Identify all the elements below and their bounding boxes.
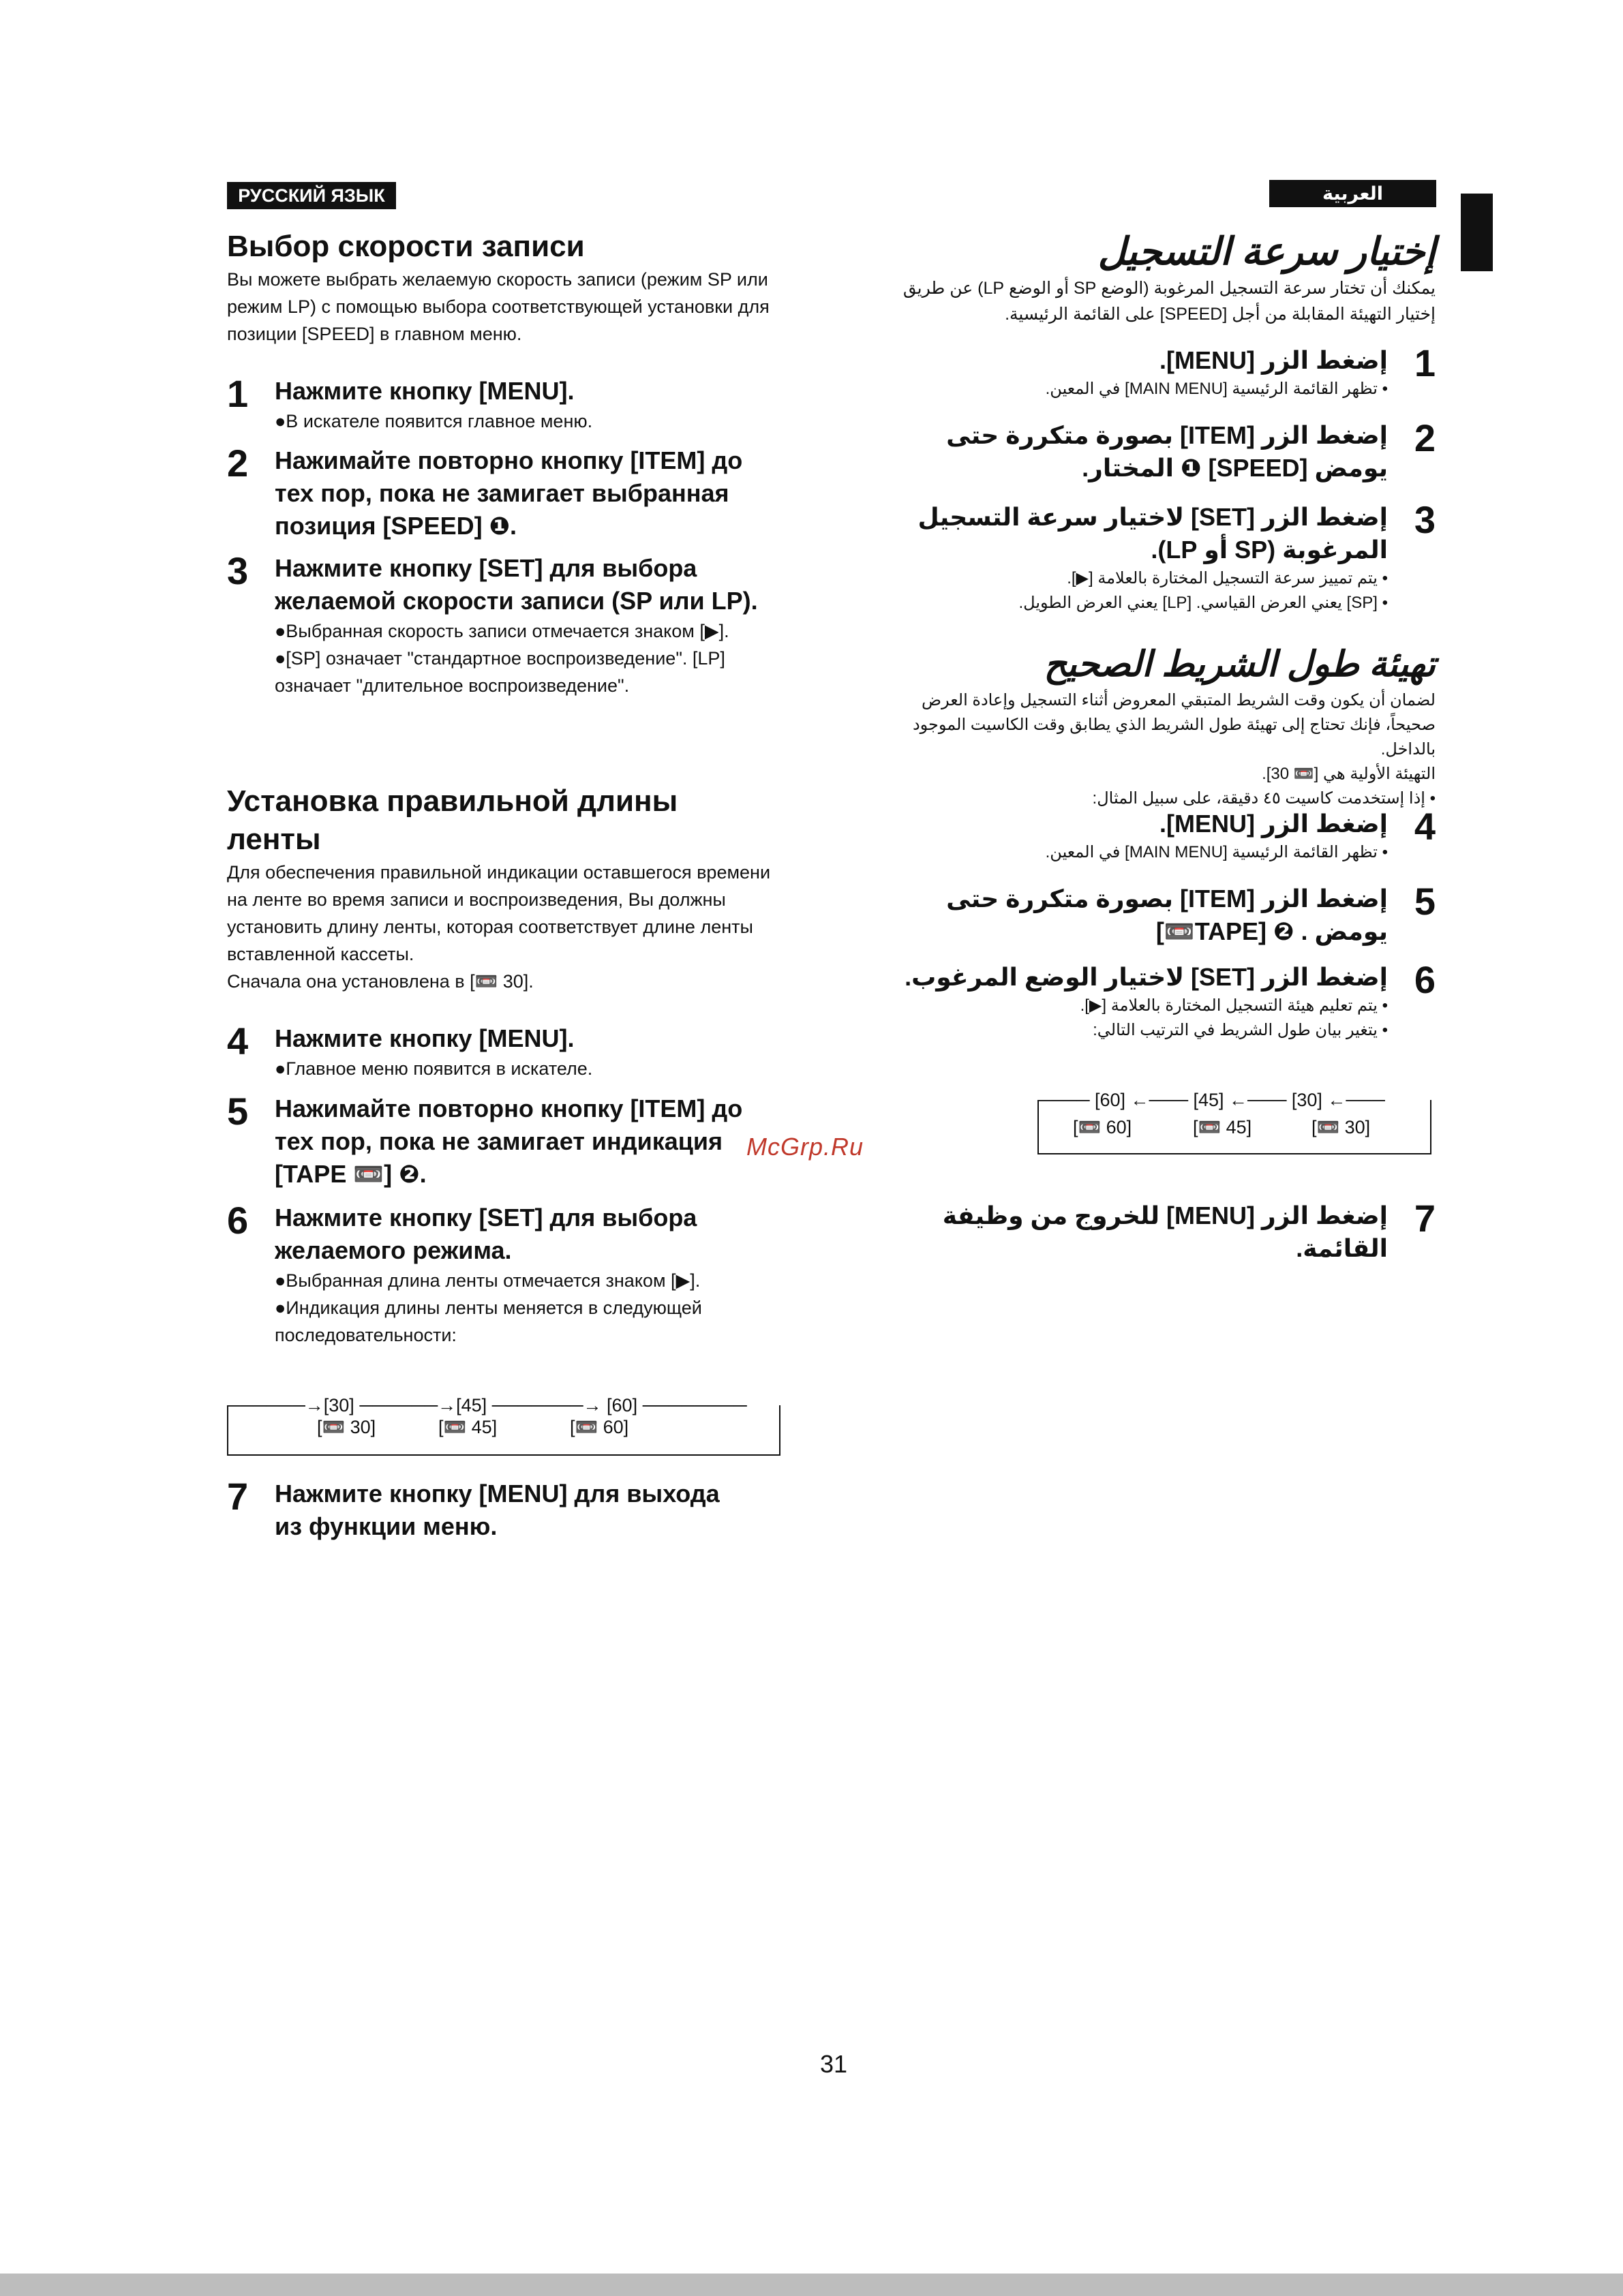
- step-title: Нажмите кнопку [MENU] для выхода из функции меню.: [275, 1480, 720, 1540]
- ru-step-3: [227, 549, 793, 699]
- ar-step-4: [879, 805, 1436, 865]
- ar-step-1: [879, 341, 1436, 401]
- step-number: 1: [227, 372, 249, 415]
- step-bullet: ●Выбранная скорость записи отмечается знаком [▶].: [275, 621, 729, 641]
- ru-step-2: [227, 444, 765, 542]
- ru-step-6: [227, 1201, 793, 1349]
- sequence-top-line: ──── [60] ←─── [45] ←─── [30] ←───: [1037, 1090, 1385, 1110]
- step-number: 3: [227, 549, 249, 592]
- ar-tape-length-section: [879, 641, 1436, 811]
- ru-tape-length-title: Установка правильной длины ленты: [227, 784, 678, 856]
- step-title: إضغط الزر [SET] لاختيار الوضع المرغوب.: [905, 963, 1388, 991]
- ar-speed-section: [879, 228, 1436, 327]
- step-title: إضغط الزر [ITEM] بصورة متكررة حتى يومض [SPEED] ❶ المختار.: [946, 421, 1388, 482]
- ar-tape-sequence-diagram: [1037, 1088, 1431, 1157]
- sequence-item: [📼 60]: [570, 1417, 629, 1437]
- step-bullet: ●Главное меню появится в искателе.: [275, 1058, 593, 1079]
- ar-step-7: [879, 1199, 1436, 1265]
- ar-tape-length-bullet: • إذا إستخدمت كاسيت ٤٥ دقيقة، على سبيل المثال:: [1092, 789, 1436, 808]
- step-number: 7: [1414, 1197, 1436, 1240]
- step-number: 5: [227, 1090, 249, 1133]
- ru-speed-title: Выбор скорости записи: [227, 230, 585, 263]
- step-number: 3: [1414, 498, 1436, 541]
- step-number: 7: [227, 1475, 249, 1518]
- step-number: 6: [1414, 958, 1436, 1001]
- ar-tape-length-intro: لضمان أن يكون وقت الشريط المتبقي المعروض أثناء التسجيل وإعادة العرض صحيحاً، فإنك تحتاج إلى تهيئة طول الشريط الذي يطابق وقت الكاسيت الموجود بالداخل.: [912, 691, 1436, 759]
- step-number: 4: [1414, 805, 1436, 848]
- ru-tape-sequence-diagram: [227, 1394, 780, 1456]
- step-title: Нажмите кнопку [MENU].: [275, 1024, 575, 1052]
- bottom-scan-strip: [0, 2274, 1623, 2296]
- sequence-top-line: ──────→[30] ──────→[45] ───────→ [60] ────────: [227, 1395, 747, 1415]
- step-number: 6: [227, 1199, 249, 1242]
- step-title: Нажимайте повторно кнопку [ITEM] до тех пор, пока не замигает выбранная позиция [SPEED] ❶.: [275, 446, 743, 540]
- step-number: 2: [227, 442, 249, 485]
- step-number: 1: [1414, 341, 1436, 384]
- ar-tape-length-note: التهيئة الأولية هي [📼 30].: [1262, 765, 1436, 783]
- sequence-item: [📼 30]: [317, 1417, 376, 1437]
- step-number: 5: [1414, 880, 1436, 923]
- russian-language-badge: РУССКИЙ ЯЗЫК: [227, 182, 396, 209]
- sequence-box: [227, 1405, 780, 1456]
- step-title: إضغط الزر [MENU].: [1159, 346, 1388, 374]
- step-title: إضغط الزر [MENU] للخروج من وظيفة القائمة.: [942, 1201, 1388, 1262]
- step-number: 2: [1414, 416, 1436, 459]
- sequence-item: [📼 30]: [1311, 1117, 1371, 1137]
- step-bullet: ●Выбранная длина ленты отмечается знаком [▶].: [275, 1270, 701, 1291]
- ru-speed-section: [227, 228, 820, 348]
- step-title: إضغط الزر [ITEM] بصورة متكررة حتى يومض . ❷ [TAPE📼]: [946, 885, 1388, 945]
- arabic-language-badge: العربية: [1269, 180, 1436, 207]
- ru-step-7: [227, 1475, 745, 1543]
- step-number: 4: [227, 1020, 249, 1062]
- ru-tape-length-intro: Для обеспечения правильной индикации оставшегося времени на ленте во время записи и воспроизведения, Вы должны установить длину ленты, которая соответствует длине ленты вставленной кассеты.: [227, 862, 771, 964]
- ar-step-3: [879, 498, 1436, 615]
- ar-step-6: [879, 958, 1436, 1043]
- step-bullet: • يتم تمييز سرعة التسجيل المختارة بالعلامة [▶].: [1067, 569, 1388, 587]
- step-title: إضغط الزر [MENU].: [1159, 810, 1388, 838]
- sequence-item: [📼 45]: [1193, 1117, 1252, 1137]
- step-title: إضغط الزر [SET] لاختيار سرعة التسجيل المرغوبة (SP أو LP).: [917, 503, 1388, 564]
- step-bullet: • تظهر القائمة الرئيسية [MAIN MENU] في المعين.: [1045, 843, 1388, 861]
- step-title: Нажмите кнопку [SET] для выбора желаемой скорости записи (SP или LP).: [275, 554, 758, 615]
- sequence-item: [📼 60]: [1073, 1117, 1132, 1137]
- ru-speed-intro: Вы можете выбрать желаемую скорость записи (режим SP или режим LP) с помощью выбора соответствующей установки для позиции [SPEED] в главном меню.: [227, 269, 770, 344]
- step-bullet: ●В искателе появится главное меню.: [275, 411, 593, 431]
- step-bullet: • تظهر القائمة الرئيسية [MAIN MENU] في المعين.: [1045, 380, 1388, 398]
- page-edge-tab: [1461, 194, 1493, 271]
- ar-tape-length-title: تهيئة طول الشريط الصحيح: [1044, 645, 1436, 684]
- ar-step-5: [879, 880, 1436, 948]
- ar-speed-title: إختيار سرعة التسجيل: [1097, 230, 1436, 273]
- watermark: McGrp.Ru: [746, 1133, 864, 1161]
- ru-tape-length-note: Сначала она установлена в [📼 30].: [227, 971, 534, 992]
- ru-step-5: [227, 1092, 765, 1191]
- ar-step-2: [879, 416, 1436, 485]
- ru-step-4: [227, 1022, 840, 1082]
- step-bullet: • [SP] يعني العرض القياسي. [LP] يعني العرض الطويل.: [1018, 594, 1388, 612]
- page-number: 31: [820, 2050, 848, 2078]
- step-bullet: ●Индикация длины ленты меняется в следующей последовательности:: [275, 1298, 702, 1345]
- step-bullet: ●[SP] означает "стандартное воспроизведение". [LP] означает "длительное воспроизведение".: [275, 648, 725, 696]
- step-bullet: • يتم تعليم هيئة التسجيل المختارة بالعلامة [▶].: [1080, 996, 1388, 1015]
- step-bullet: • يتغير بيان طول الشريط في الترتيب التالي:: [1093, 1021, 1388, 1039]
- ar-speed-intro: يمكنك أن تختار سرعة التسجيل المرغوبة (الوضع SP أو الوضع LP) عن طريق إختيار التهيئة المقابلة من أجل [SPEED] على القائمة الرئيسية.: [902, 279, 1436, 324]
- step-title: Нажмите кнопку [MENU].: [275, 377, 575, 405]
- sequence-item: [📼 45]: [438, 1417, 498, 1437]
- step-title: Нажимайте повторно кнопку [ITEM] до тех пор, пока не замигает индикация [TAPE 📼] ❷.: [275, 1095, 743, 1188]
- ru-step-1: [227, 372, 840, 435]
- ru-tape-length-section: [227, 782, 820, 995]
- step-title: Нажмите кнопку [SET] для выбора желаемого режима.: [275, 1204, 697, 1264]
